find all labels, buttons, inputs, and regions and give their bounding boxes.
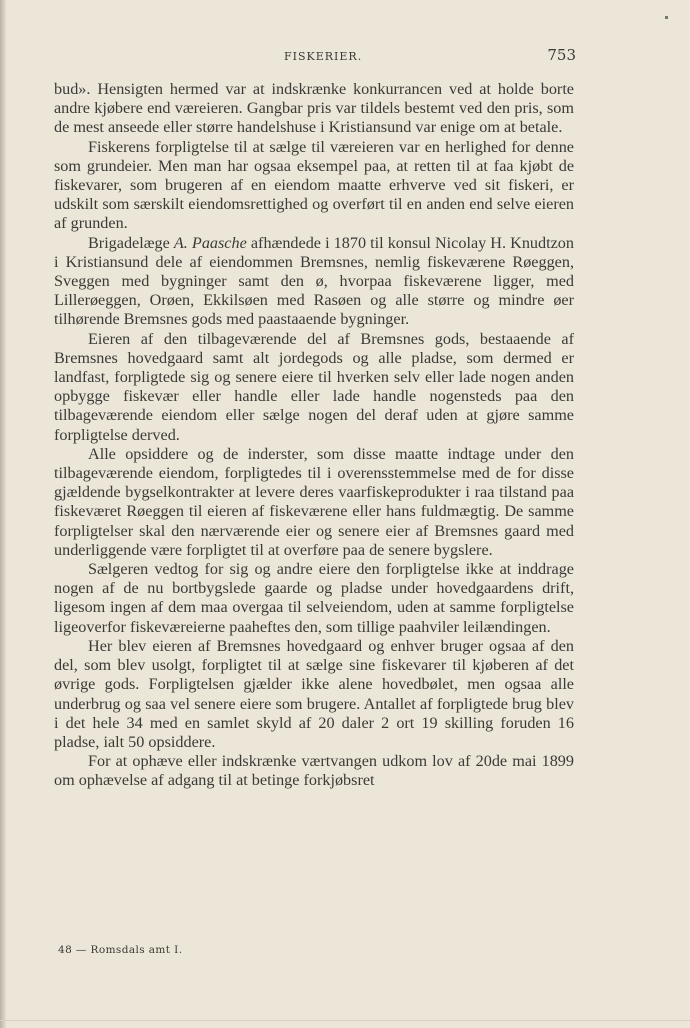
paragraph: Eieren af den tilbageværende del af Bremsnes gods, bestaaende af Bremsnes hovedgaard samt alt jordegods og alle pladse, som dermed er landfast, forpligtede sig og senere eiere til hverken selv eller lade nogen anden opbygge fiskevær eller handle eller lade handle nogensteds paa den tilbageværende eiendom eller sælge nogen del deraf uden at gjøre samme forpligtelse derved.: [54, 329, 574, 444]
paragraph: Alle opsiddere og de inderster, som disse maatte indtage under den tilbageværende eiendom, forpligtedes til i overensstemmelse med de for disse gjældende bygselkontrakter at levere deres vaarfiskeprodukter i raa tilstand paa fiskeværet Røeggen til eieren af fiskeværene eller hans fuldmægtig. De samme forpligtelser skal den nærværende eier og senere eier af Bremsnes gaard med underliggende være forpligtet til at overføre paa de senere bygslere.: [54, 444, 574, 559]
paragraph: Sælgeren vedtog for sig og andre eiere den forpligtelse ikke at inddrage nogen af de nu bortbygslede gaarde og pladse under hovedgaardens drift, ligesom ingen af dem maa overgaa til selveiendom, uden at samme forpligtelse ligeoverfor fiskeværeierne paaheftes den, som tillige paahviler leilændingen.: [54, 560, 574, 636]
paragraph-text: Brigadelæge: [88, 233, 174, 252]
page-edge: [0, 0, 6, 1028]
person-name: A. Paasche: [173, 233, 247, 252]
paragraph: Her blev eieren af Bremsnes hovedgaard og enhver bruger ogsaa af den del, som blev usolgt, forpligtet til at sælge sine fiskevarer til kjøberen af det øvrige gods. Forpligtelsen gjælder ikke alene hovedbølet, men ogsaa alle underbrug og saa vel senere eiere som brugere. Antallet af forpligtede brug blev i det hele 34 med en samlet skyld af 20 daler 2 ort 19 skilling foruden 16 pladse, ialt 50 opsiddere.: [54, 636, 574, 751]
body-text: [54, 80, 574, 791]
signature-line: 48 — Romsdals amt I.: [58, 944, 183, 956]
bottom-rule: [0, 1020, 690, 1021]
paragraph: For at ophæve eller indskrænke værtvangen udkom lov af 20de mai 1899 om ophævelse af adgang til at betinge forkjøbsret: [54, 752, 574, 790]
running-head: [54, 46, 576, 66]
paragraph: Fiskerens forpligtelse til at sælge til væreieren var en herlighed for denne som grundeier. Men man har ogsaa eksempel paa, at retten til at faa kjøbt de fiskevarer, som brugeren af en eiendom maatte erhverve ved sit fiskeri, er udskilt som særskilt eiendomsrettighed og overført til en anden end selve eieren af grunden.: [54, 137, 574, 233]
paragraph: bud». Hensigten hermed var at indskrænke konkurrancen ved at holde borte andre kjøbere end væreieren. Gangbar pris var tildels bestemt ved den pris, som de mest anseede eller større handelshuse i Kristiansund var enige om at betale.: [54, 80, 574, 137]
paragraph-text: afhændede i 1870 til konsul Nicolay H. Knudtzon i Kristiansund dele af eiendommen Bremsnes, nemlig fiskeværene Røeggen, Sveggen med bygninger samt den ø, hvorpaa fiskeværene ligger, med Lillerøeggen, Orøen, Ekkilsøen med Rasøen og alle større og mindre øer tilhørende Bremsnes gods med paastaaende bygninger.: [54, 233, 574, 329]
paragraph: [54, 234, 574, 330]
running-title: FISKERIER.: [284, 50, 363, 63]
page-number: 753: [547, 46, 576, 64]
scan-mark: [665, 16, 668, 19]
